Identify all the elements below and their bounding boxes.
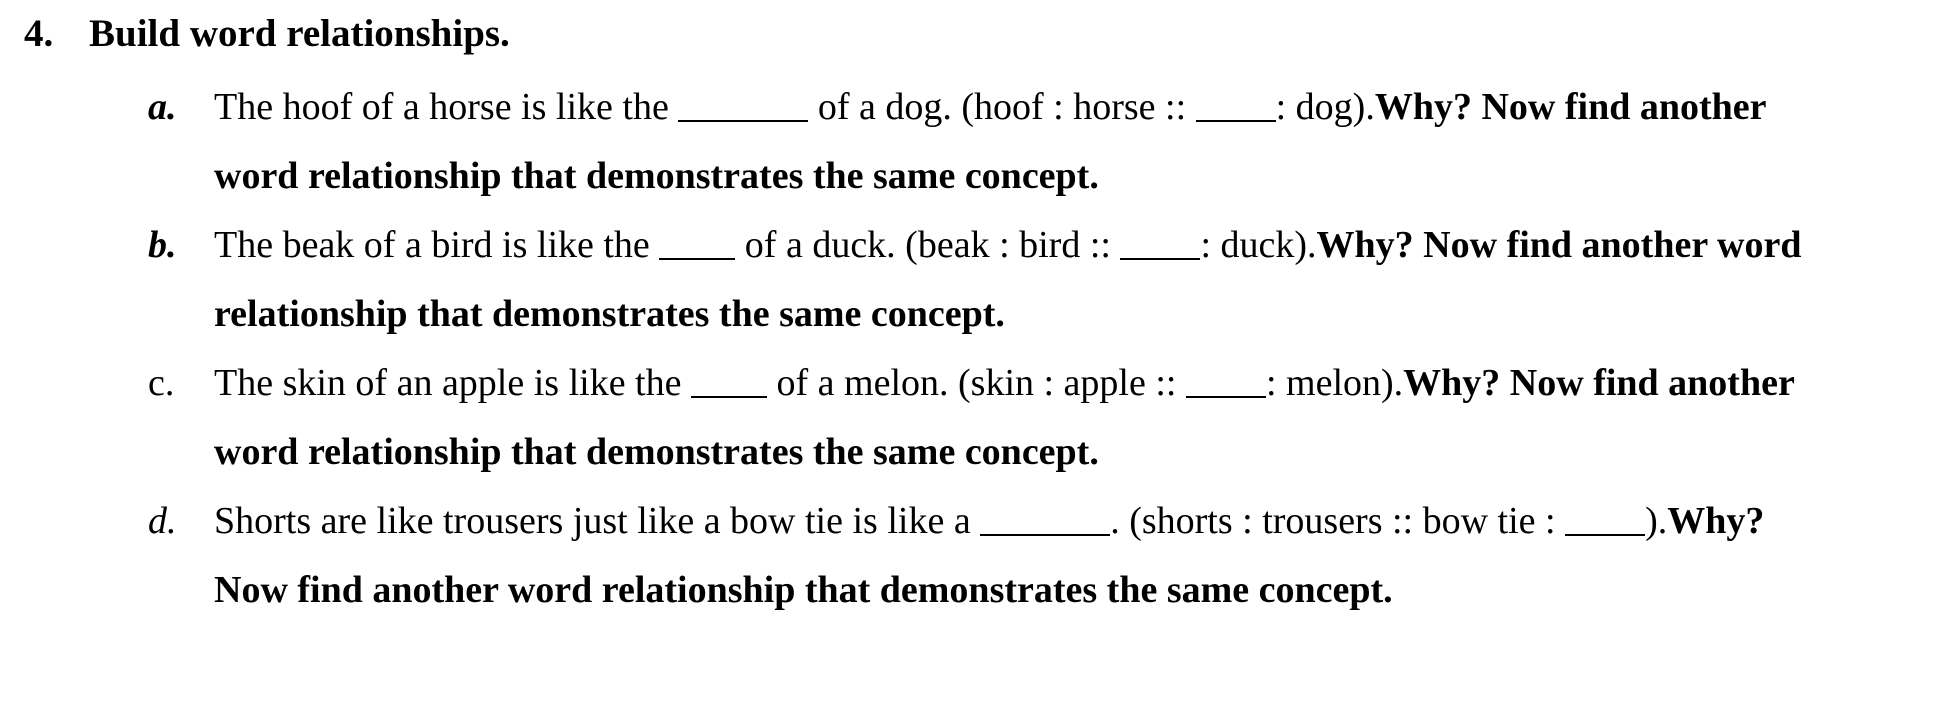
list-item-a — [148, 73, 1908, 211]
answer-blank[interactable] — [1120, 258, 1200, 260]
answer-blank[interactable] — [1196, 120, 1276, 122]
list-item-d — [148, 487, 1908, 625]
item-text: The hoof of a horse is like the of a dog. (hoof : horse :: : dog).Why? Now find another — [214, 86, 1767, 128]
item-text: The skin of an apple is like the of a melon. (skin : apple :: : melon).Why? Now find another — [214, 362, 1795, 404]
question-heading — [24, 8, 510, 60]
question-title: Build word relationships. — [89, 12, 510, 55]
answer-blank[interactable] — [678, 120, 808, 122]
answer-blank[interactable] — [659, 258, 735, 260]
item-continuation: Now find another word relationship that demonstrates the same concept. — [214, 569, 1393, 611]
answer-blank[interactable] — [1565, 534, 1645, 536]
item-continuation: word relationship that demonstrates the same concept. — [214, 431, 1099, 473]
item-marker: d. — [148, 500, 177, 542]
list-item-c — [148, 349, 1908, 487]
item-text: Shorts are like trousers just like a bow tie is like a . (shorts : trousers :: bow tie : ).Why? — [214, 500, 1765, 542]
answer-blank[interactable] — [980, 534, 1110, 536]
item-text: The beak of a bird is like the of a duck. (beak : bird :: : duck).Why? Now find another word — [214, 224, 1802, 266]
answer-blank[interactable] — [1186, 396, 1266, 398]
item-continuation: relationship that demonstrates the same concept. — [214, 293, 1005, 335]
item-marker: c. — [148, 362, 175, 404]
item-continuation: word relationship that demonstrates the same concept. — [214, 155, 1099, 197]
item-marker: a. — [148, 86, 177, 128]
answer-blank[interactable] — [691, 396, 767, 398]
question-number: 4. — [24, 12, 54, 55]
item-marker: b. — [148, 224, 177, 266]
list-item-b — [148, 211, 1908, 349]
